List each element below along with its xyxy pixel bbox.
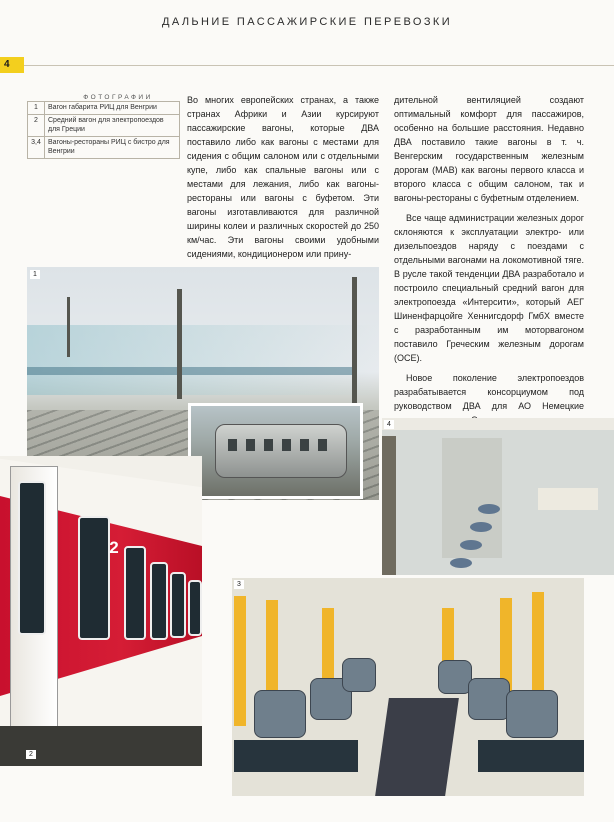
- seat: [506, 690, 558, 738]
- catenary-mast: [352, 277, 357, 422]
- photo-red-white-car: [0, 456, 202, 766]
- bar-stool: [478, 504, 500, 514]
- car-window: [150, 562, 168, 640]
- car-window: [170, 572, 186, 638]
- caption-row: [28, 102, 180, 115]
- body-paragraph: Новое поколение электропоездов разрабатывается консорциумом под руководством ДВА для АО Немецкие: [394, 373, 584, 411]
- captions-table: [27, 101, 180, 159]
- photo-label: 2: [26, 750, 36, 759]
- catenary-mast: [177, 289, 182, 399]
- caption-text: Средний вагон для электропоездов для Греции: [45, 115, 180, 137]
- seat: [438, 660, 472, 694]
- bar-stool: [460, 540, 482, 550]
- doorframe: [382, 436, 396, 575]
- text-column-1: [187, 93, 379, 261]
- caption-number: 1: [28, 102, 45, 115]
- photo-bistro-counter: [382, 418, 614, 575]
- caption-number: 2: [28, 115, 45, 137]
- body-paragraph: Во многих европейских странах, а также странах Африки и Азии курсируют пассажирские вагоны, которые ДВА поставило либо как вагоны с местами для сидения с общим салоном или с отдельными купе, либо как спальные вагоны или с местами для лежания, либо как вагоны-рестораны или вагоны с буфетом. Эти вагоны изготавливаются для различной ширины колеи и различных скоростей до 250 км/час. Эти вагоны своими удобными сидениями, кондиционером или прину-: [187, 95, 379, 259]
- blurred-train: [27, 325, 379, 395]
- car-window: [78, 516, 110, 640]
- page-header: [0, 0, 614, 58]
- aisle-carpet: [375, 698, 459, 796]
- ceiling: [382, 418, 614, 430]
- body-paragraph: Все чаще администрации железных дорог склоняются к эксплуатации электро- или дизельпоездов наряду с поездами с отдельными вагонами на локомотивной тяге. В русле такой тенденции ДВА разработало и построило специальный средний вагон для электропоезда «Интерсити», который АЕГ Шиненфарцойге Хеннигсдорф ГмбХ вместе с разработанным им моторвагоном поставило Греческим железным дорогам (ОСЕ).: [394, 213, 584, 363]
- table: [234, 740, 358, 772]
- seat: [468, 678, 510, 720]
- photo-label: 4: [384, 420, 394, 429]
- table: [478, 740, 584, 772]
- photo-label: 1: [30, 270, 40, 279]
- catenary-mast: [67, 297, 70, 357]
- photo-dining-car-interior: [232, 578, 584, 796]
- seat: [342, 658, 376, 692]
- caption-number: 3,4: [28, 137, 45, 159]
- class-marking: 2: [109, 538, 119, 557]
- table: [538, 488, 598, 510]
- captions-heading: ФОТОГРАФИИ: [83, 94, 153, 101]
- caption-row: [28, 137, 180, 159]
- body-paragraph: дительной вентиляцией создают оптимальный комфорт для пассажиров, особенно на большие расстояния. Недавно ДВА поставило такие вагоны в т. ч. Венгерским государственным железным дорогам (МАВ) как вагоны первого класса и второго класса с общим салоном, так и вагоны-рестораны с буфетным отделением.: [394, 95, 584, 203]
- photo-car-in-workshop: [188, 403, 363, 499]
- photo-label: 3: [234, 580, 244, 589]
- seat: [254, 690, 306, 738]
- car-shell: [215, 424, 347, 478]
- text-column-2: [394, 93, 584, 427]
- page-number: 4: [0, 57, 24, 73]
- page-title: ДАЛЬНИЕ ПАССАЖИРСКИЕ ПЕРЕВОЗКИ: [161, 16, 453, 28]
- car-window: [124, 546, 146, 640]
- bar-stool: [470, 522, 492, 532]
- caption-row: [28, 115, 180, 137]
- bar-stool: [450, 558, 472, 568]
- undercarriage: [0, 726, 202, 766]
- caption-text: Вагон габарита РИЦ для Венгрии: [45, 102, 180, 115]
- door-window: [18, 481, 46, 635]
- train-stripe: [27, 367, 357, 375]
- car-window: [188, 580, 202, 636]
- caption-text: Вагоны-рестораны РИЦ с бистро для Венгрии: [45, 137, 180, 159]
- header-divider: [24, 65, 614, 66]
